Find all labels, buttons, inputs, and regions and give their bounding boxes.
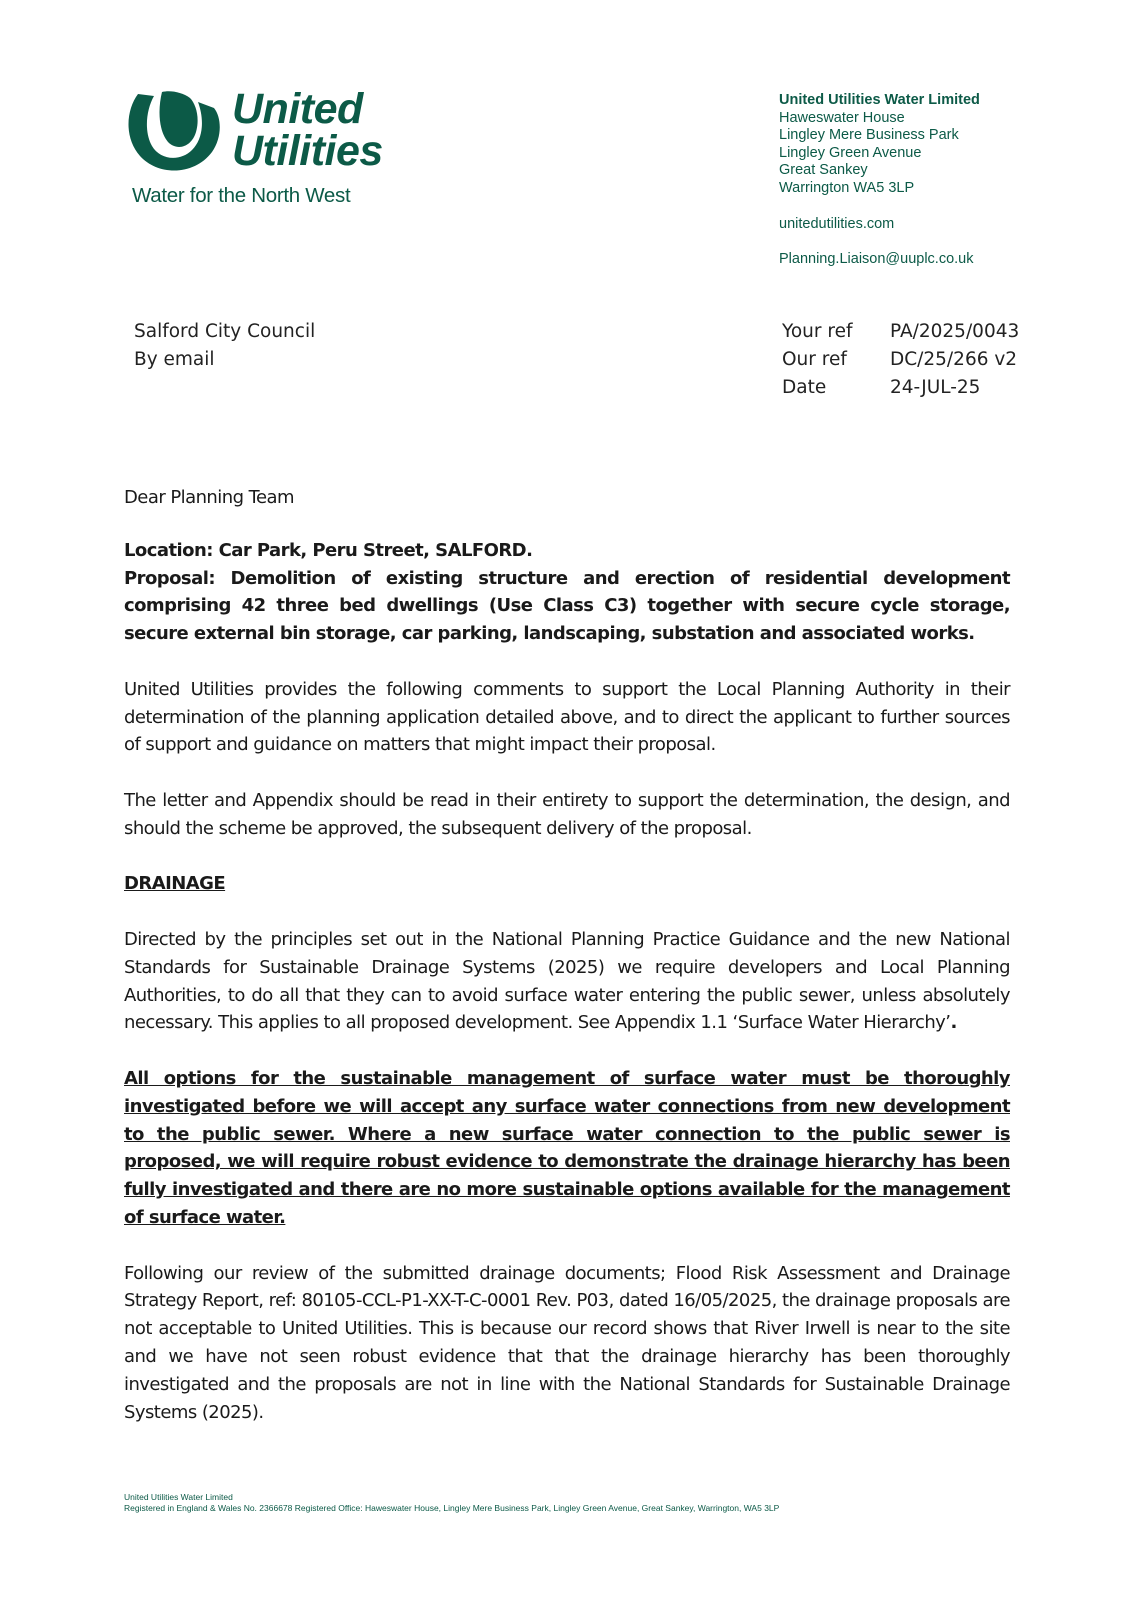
letter-body xyxy=(124,484,1010,1454)
ref-label: Date xyxy=(782,377,827,398)
page-footer xyxy=(124,1492,779,1513)
salutation: Dear Planning Team xyxy=(124,487,295,508)
ref-value: 24-JUL-25 xyxy=(890,377,981,398)
drainage-principles-end: . xyxy=(950,1012,957,1034)
logo-wordmark xyxy=(232,85,383,175)
proposal-paragraph: Proposal: Demolition of existing structure and erection of residential development comprising 42 three bed dwellings (Use Class C3) together with secure cycle storage, secure external bin storage, car parking, landscaping, substation and associated works. xyxy=(124,567,1010,645)
footer-registration: Registered in England & Wales No. 2366678 Registered Office: Haweswater House, Lingley Mere Business Park, Lingley Green Avenue, Great Sankey, Warrington, WA5 3LP xyxy=(124,1502,780,1513)
ref-row-our-ref xyxy=(782,346,1019,374)
ref-row-your-ref xyxy=(782,318,1019,346)
logo-word-utilities: Utilities xyxy=(232,127,383,175)
sender-company: United Utilities Water Limited xyxy=(779,92,980,108)
address-line: Great Sankey xyxy=(779,162,868,178)
footer-company: United Utilities Water Limited xyxy=(124,1492,233,1502)
logo-word-united: United xyxy=(232,85,363,133)
email-link[interactable]: Planning.Liaison@uuplc.co.uk xyxy=(779,251,974,267)
drainage-principles-text: Directed by the principles set out in the National Planning Practice Guidance and the new National Standards for Sustainable Drainage Systems (2025) we require developers and Local Planning Authorities, to do all that they can to avoid surface water entering the public sewer, unless absolutely necessary. This applies to all proposed development. See Appendix 1.1 ‘Surface Water Hierarchy’ xyxy=(124,928,1010,1034)
emphasis-paragraph: All options for the sustainable management of surface water must be thoroughly investigated before we will accept any surface water connections from new development to the public sewer. Where a new surface water connection to the public sewer is proposed, we will require robust evidence to demonstrate the drainage hierarchy has been fully investigated and there are no more sustainable options available for the management of surface water. xyxy=(124,1067,1010,1228)
location-line: Location: Car Park, Peru Street, SALFORD. xyxy=(124,539,533,561)
sender-address-block xyxy=(779,92,980,269)
company-logo xyxy=(124,85,384,213)
website-link[interactable]: unitedutilities.com xyxy=(779,215,895,232)
appendix-paragraph: The letter and Appendix should be read in their entirety to support the determination, the design, and should the scheme be approved, the subsequent delivery of the proposal. xyxy=(124,789,1010,839)
address-line: Warrington WA5 3LP xyxy=(779,179,915,196)
ref-value: PA/2025/0043 xyxy=(890,321,1020,342)
recipient-name: Salford City Council xyxy=(134,321,316,342)
logo-tagline: Water for the North West xyxy=(132,184,351,207)
recipient-delivery: By email xyxy=(134,349,215,370)
ref-value: DC/25/266 v2 xyxy=(890,349,1018,370)
reference-block xyxy=(782,318,1019,402)
review-paragraph: Following our review of the submitted drainage documents; Flood Risk Assessment and Drainage Strategy Report, ref: 80105-CCL-P1-XX-T-C-0001 Rev. P03, dated 16/05/2025, the drainage proposals are not acceptable to United Utilities. This is because our record shows that River Irwell is near to the site and we have not seen robust evidence that that the drainage hierarchy has been thoroughly investigated and the proposals are not in line with the National Standards for Sustainable Drainage Systems (2025). xyxy=(124,1262,1010,1423)
address-line: Lingley Green Avenue xyxy=(779,144,922,161)
address-line: Haweswater House xyxy=(779,109,905,126)
ref-row-date xyxy=(782,374,1019,402)
address-line: Lingley Mere Business Park xyxy=(779,127,959,143)
ref-label: Our ref xyxy=(782,349,847,370)
intro-paragraph: United Utilities provides the following comments to support the Local Planning Authority in their determination of the planning application detailed above, and to direct the applicant to further sources of support and guidance on matters that might impact their proposal. xyxy=(124,678,1010,756)
drainage-principles-paragraph xyxy=(124,926,1010,1037)
united-utilities-u-logo-icon xyxy=(124,88,224,176)
ref-label: Your ref xyxy=(782,321,853,342)
recipient-block xyxy=(134,318,315,374)
section-heading-drainage: DRAINAGE xyxy=(124,873,226,895)
